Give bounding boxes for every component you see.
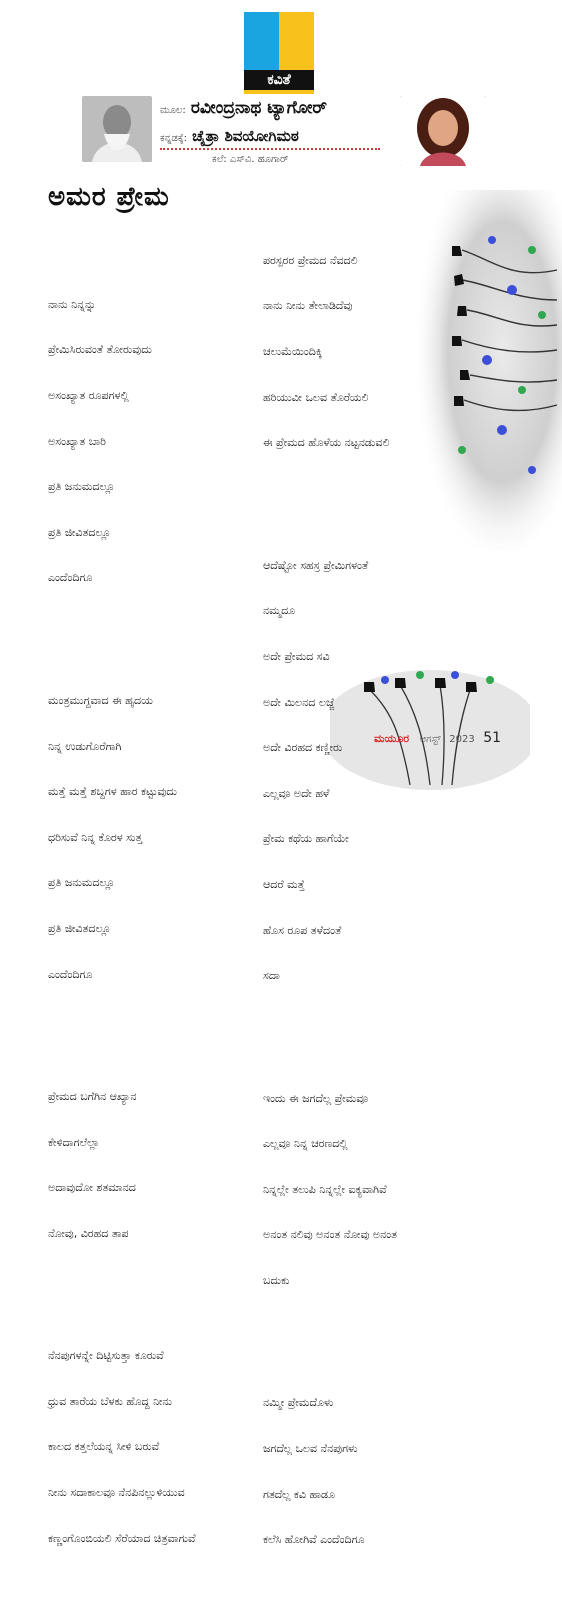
stanza	[263, 527, 397, 1014]
poem-line: ಹೊಸ ರೂಪ ತಳೆದಂತೆ	[263, 923, 342, 937]
poem-line: ಪ್ರೇಮಿಸಿರುವಂತೆ ತೋರುವುದು	[48, 343, 152, 357]
poem-line: ನೋವು, ವಿರಹದ ತಾಪ	[48, 1226, 129, 1240]
stanza	[48, 1318, 196, 1576]
poem-line: ನಿನ್ನಲ್ಲೇ ತಲುಪಿ ನಿನ್ನಲ್ಲೇ ಐಕ್ಯವಾಗಿವೆ	[263, 1182, 387, 1196]
magazine-brand: ಮಯೂರ	[374, 732, 410, 745]
poem-line: ಕೇಳಿದಾಗಲೆಲ್ಲಾ	[48, 1135, 100, 1149]
translator-credit	[160, 126, 299, 145]
poem-line: ಗತದೆಲ್ಲ ಕವಿ ಹಾಡೂ	[263, 1487, 335, 1501]
poem-line: ಇಂದು ಈ ಜಗದೆಲ್ಲ ಪ್ರೇಮವೂ	[263, 1091, 369, 1105]
stanza	[48, 1059, 196, 1272]
poem-line: ನೀನು ಸದಾಕಾಲವೂ ನೆನಪಿನಲ್ಲುಳಿಯುವ	[48, 1486, 185, 1500]
poem-line: ಎಂದೆಂದಿಗೂ	[48, 571, 93, 585]
badge-yellow-square	[279, 12, 314, 70]
page-footer	[374, 730, 501, 746]
poem-line: ಧರಿಸುವೆ ನಿನ್ನ ಕೊರಳ ಸುತ್ತ	[48, 830, 143, 844]
page-number: 51	[483, 730, 502, 746]
poem-line: ಅದಾವುದೋ ಶತಮಾನದ	[48, 1181, 136, 1195]
poem-line: ಆದೆಷ್ಟೋ ಸಹಸ್ರ ಪ್ರೇಮಿಗಳಂತೆ	[263, 558, 369, 572]
poem-line: ಕಾಲದ ಕತ್ತಲೆಯನ್ನ ಸೀಳಿ ಬರುವೆ	[48, 1440, 160, 1454]
dotted-divider	[160, 148, 380, 150]
stanza	[263, 222, 397, 480]
issue-month: ಆಗಸ್ಟ್	[419, 734, 441, 745]
poem-line: ಬದುಕು	[263, 1274, 290, 1288]
poem-line: ಹರಿಯುವೀ ಒಲವ ತೊರೆಯಲಿ	[263, 390, 369, 404]
poem-line: ಅದೇ ಮಿಲನದ ಲಜ್ಜೆ	[263, 695, 335, 709]
poem-line: ನಾನು ನಿನ್ನನ್ನು	[48, 297, 96, 311]
poem-line: ಅದೇ ವಿರಹದ ಕಣ್ಣೀರು	[263, 741, 343, 755]
poem-line: ಆದರೆ ಮತ್ತೆ	[263, 877, 305, 891]
poem-line: ಸದಾ	[263, 969, 280, 983]
poem-line: ಧ್ರುವ ತಾರೆಯ ಬೆಳಕು ಹೊದ್ದ ನೀನು	[48, 1394, 172, 1408]
poem-line: ಎಲ್ಲವೂ ನಿನ್ನ ಚರಣದಲ್ಲಿ	[263, 1137, 348, 1151]
issue-year: 2023	[449, 734, 475, 745]
section-badge	[244, 12, 314, 90]
poem-line: ಪ್ರೇಮದ ಬಗೆಗಿನ ಆಖ್ಯಾನ	[48, 1089, 137, 1103]
art-credit: ಕಲೆ: ಎಸ್‌ವಿ. ಹೂಗಾರ್	[212, 154, 289, 165]
source-key: ಮೂಲ:	[160, 105, 186, 116]
poem-column-right	[263, 192, 397, 1600]
source-credit	[160, 98, 327, 118]
poem-title: ಅಮರ ಪ್ರೇಮ	[48, 182, 170, 212]
stanza	[48, 662, 196, 1012]
poem-line: ಅದೇ ಪ್ರೇಮದ ಸವಿ	[263, 649, 330, 663]
poem-line: ಈ ಪ್ರೇಮದ ಹೊಳೆಯ ನಟ್ಟನಡುವಲಿ	[263, 436, 390, 450]
stanza	[48, 266, 196, 616]
translator-key: ಕನ್ನಡಕ್ಕೆ:	[160, 133, 187, 144]
poem-line: ನಾನು ನೀನು ತೇಲಾಡಿದೆವು	[263, 299, 353, 313]
poem-line: ಅಸಂಖ್ಯಾತ ರೂಪಗಳಲ್ಲಿ	[48, 389, 129, 403]
poem-line: ಮತ್ತೆ ಮತ್ತೆ ಶಬ್ದಗಳ ಹಾರ ಕಟ್ಟುವುದು	[48, 785, 178, 799]
poem-line: ಎಲ್ಲವೂ ಅದೇ ಹಳೆ	[263, 786, 330, 800]
badge-blue-square	[244, 12, 279, 70]
section-label: ಕವಿತೆ	[244, 70, 314, 90]
poem-line: ಕಲೆಸಿ ಹೋಗಿವೆ ಎಂದೆಂದಿಗೂ	[263, 1533, 365, 1547]
source-author: ರವೀಂದ್ರನಾಥ ಟ್ಯಾಗೋರ್	[190, 98, 327, 118]
poem-line: ಪ್ರತಿ ಜೀವಿತದಲ್ಲೂ	[48, 525, 111, 539]
poem-line: ಎಂದೆಂದಿಗೂ	[48, 967, 93, 981]
poem-line: ಚಲುಮೆಯಿಂದಿಕ್ಕಿ	[263, 345, 323, 359]
poem-line: ಪ್ರೇಮ ಕಥೆಯ ಹಾಗೆಯೇ	[263, 832, 349, 846]
poem-line: ನಮ್ಮೀ ಪ್ರೇಮದೊಳು	[263, 1396, 334, 1410]
poem-line: ನೆನಪುಗಳನ್ನೇ ದಿಟ್ಟಿಸುತ್ತಾ ಕೂರುವೆ	[48, 1349, 164, 1363]
poem-line: ಜಗದೆಲ್ಲ ಒಲವ ನೆನಪುಗಳು	[263, 1442, 358, 1456]
poem-line: ನಮ್ಮದೂ	[263, 604, 296, 618]
decorative-artwork-right	[392, 190, 562, 550]
stanza	[263, 1365, 397, 1578]
poem-line: ಪ್ರತಿ ಜೀವಿತದಲ್ಲೂ	[48, 921, 111, 935]
poem-line: ಪ್ರತಿ ಜನುಮದಲ್ಲೂ	[48, 480, 115, 494]
badge-strip	[244, 90, 314, 94]
translator-name: ಚೈತ್ರಾ ಶಿವಯೋಗಿಮಠ	[192, 127, 299, 145]
translator-portrait-photo	[400, 96, 486, 166]
poem-line: ನಿನ್ನ ಉಡುಗೊರೆಗಾಗಿ	[48, 739, 122, 753]
poem-line: ಪರಸ್ಪರರ ಪ್ರೇಮದ ನೆವದಲಿ	[263, 253, 358, 267]
poem-line: ಪ್ರತಿ ಜನುಮದಲ್ಲೂ	[48, 876, 115, 890]
stanza	[263, 1060, 397, 1318]
author-portrait-photo	[82, 96, 152, 162]
poem-line: ಅನಂತ ನಲಿವು ಅನಂತ ನೋವು ಅನಂತ	[263, 1228, 397, 1242]
poem-line: ಕಣ್ಣಂಗೊಂಬಿಯಲಿ ಸೆರೆಯಾದ ಚಿತ್ರವಾಗುವೆ	[48, 1531, 196, 1545]
poem-line: ಅಸಂಖ್ಯಾತ ಬಾರಿ	[48, 434, 106, 448]
poem-line: ಮಂತ್ರಮುಗ್ದವಾದ ಈ ಹೃದಯ	[48, 693, 153, 707]
poem-column-left	[48, 236, 196, 1600]
